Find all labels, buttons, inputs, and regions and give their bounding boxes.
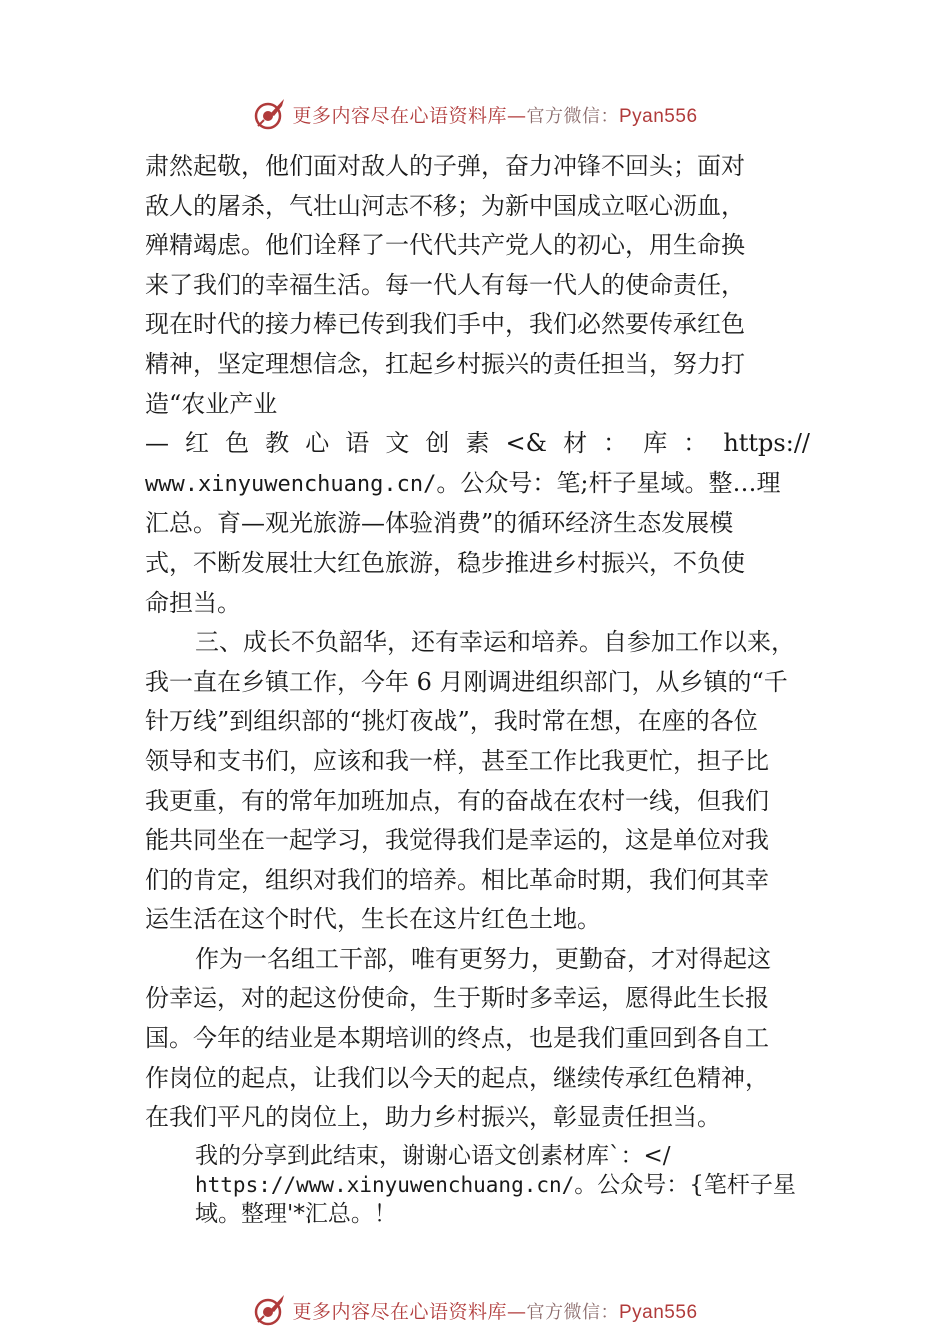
p1-tail-line: 命担当。 — [145, 588, 241, 617]
header-wechat-account: Pyan556 — [619, 105, 698, 127]
header-dash: — — [507, 104, 527, 127]
closing-line-2-rest: 。公众号：{笔杆子星 — [574, 1172, 796, 1198]
p1-line: 肃然起敬，他们面对敌人的子弹，奋力冲锋不回头；面对 — [145, 152, 745, 180]
footer-dash: — — [507, 1300, 527, 1323]
p1-line: 现在时代的接力棒已传到我们手中，我们必然要传承红色 — [145, 310, 745, 339]
p1-tail-line: 式，不断发展壮大红色旅游，稳步推进乡村振兴，不负使 — [145, 548, 745, 577]
p1-line: 殚精竭虑。他们诠释了一代代共产党人的初心，用生命换 — [145, 231, 745, 260]
paragraph-1 — [145, 147, 810, 424]
p2-line: 运生活在这个时代，生长在这片红色土地。 — [145, 905, 601, 934]
p1-url-line — [145, 464, 810, 505]
paragraph-2 — [145, 623, 810, 940]
closing-paragraph — [195, 1142, 825, 1229]
p1-spread-text: —红色教心语文创素<&材：库：https:// — [145, 429, 810, 458]
p1-line: 精神，坚定理想信念，扛起乡村振兴的责任担当，努力打 — [145, 349, 745, 378]
footer-wechat-label: 官方微信： — [526, 1301, 619, 1323]
closing-line-3: 域。整理'*汇总。！ — [195, 1201, 397, 1227]
document-body — [145, 147, 810, 1138]
p3-line: 在我们平凡的岗位上，助力乡村振兴，彰显责任担当。 — [145, 1103, 721, 1132]
closing-url: https://www.xinyuwenchuang.cn/ — [195, 1173, 575, 1197]
closing-line-1: 我的分享到此结束，谢谢心语文创素材库`：</ — [195, 1143, 671, 1169]
footer-slogan: 更多内容尽在心语资料库 — [292, 1300, 507, 1323]
footer-wechat-account: Pyan556 — [619, 1301, 698, 1323]
p3-line: 份幸运，对的起这份使命，生于斯时多幸运，愿得此生长报 — [145, 984, 769, 1013]
p1-line: 来了我们的幸福生活。每一代人有每一代人的使命责任， — [145, 270, 745, 299]
p2-line: 我一直在乡镇工作，今年 6 月刚调进组织部门，从乡镇的“千 — [145, 667, 788, 696]
paragraph-3 — [145, 940, 810, 1138]
p1-url: www.xinyuwenchuang.cn/ — [145, 471, 437, 497]
p3-line: 国。今年的结业是本期培训的终点，也是我们重回到各自工 — [145, 1024, 769, 1053]
quill-logo-icon — [252, 1292, 288, 1328]
p1-line: 敌人的屠杀，气壮山河志不移；为新中国成立呕心沥血， — [145, 191, 745, 220]
p1-url-rest: 。公众号：笔;杆子星域。整…理 — [436, 468, 781, 497]
p2-line: 们的肯定，组织对我们的培养。相比革命时期，我们何其幸 — [145, 865, 769, 894]
p1-tail-line: 汇总。育—观光旅游—体验消费”的循环经济生态发展模 — [145, 509, 734, 538]
header-slogan: 更多内容尽在心语资料库 — [292, 104, 507, 127]
p2-line: 我更重，有的常年加班加点，有的奋战在农村一线，但我们 — [145, 786, 769, 815]
p2-line: 三、成长不负韶华，还有幸运和培养。自参加工作以来， — [195, 628, 795, 657]
p2-line: 能共同坐在一起学习，我觉得我们是幸运的，这是单位对我 — [145, 826, 769, 855]
header-wechat-label: 官方微信： — [526, 105, 619, 127]
header-text — [292, 101, 697, 128]
p1-watermark-line — [145, 424, 810, 464]
p3-line: 作岗位的起点，让我们以今天的起点，继续传承红色精神， — [145, 1063, 769, 1092]
paragraph-1-tail — [145, 504, 810, 623]
quill-logo-icon — [252, 96, 288, 132]
p2-line: 针万线”到组织部的“挑灯夜战”，我时常在想，在座的各位 — [145, 707, 758, 736]
p1-line: 造“农业产业 — [145, 389, 278, 418]
footer-banner — [0, 1290, 950, 1330]
p3-line: 作为一名组工干部，唯有更努力，更勤奋，才对得起这 — [195, 944, 771, 973]
p2-line: 领导和支书们，应该和我一样，甚至工作比我更忙，担子比 — [145, 746, 769, 775]
header-banner — [0, 94, 950, 134]
footer-text — [292, 1297, 697, 1324]
